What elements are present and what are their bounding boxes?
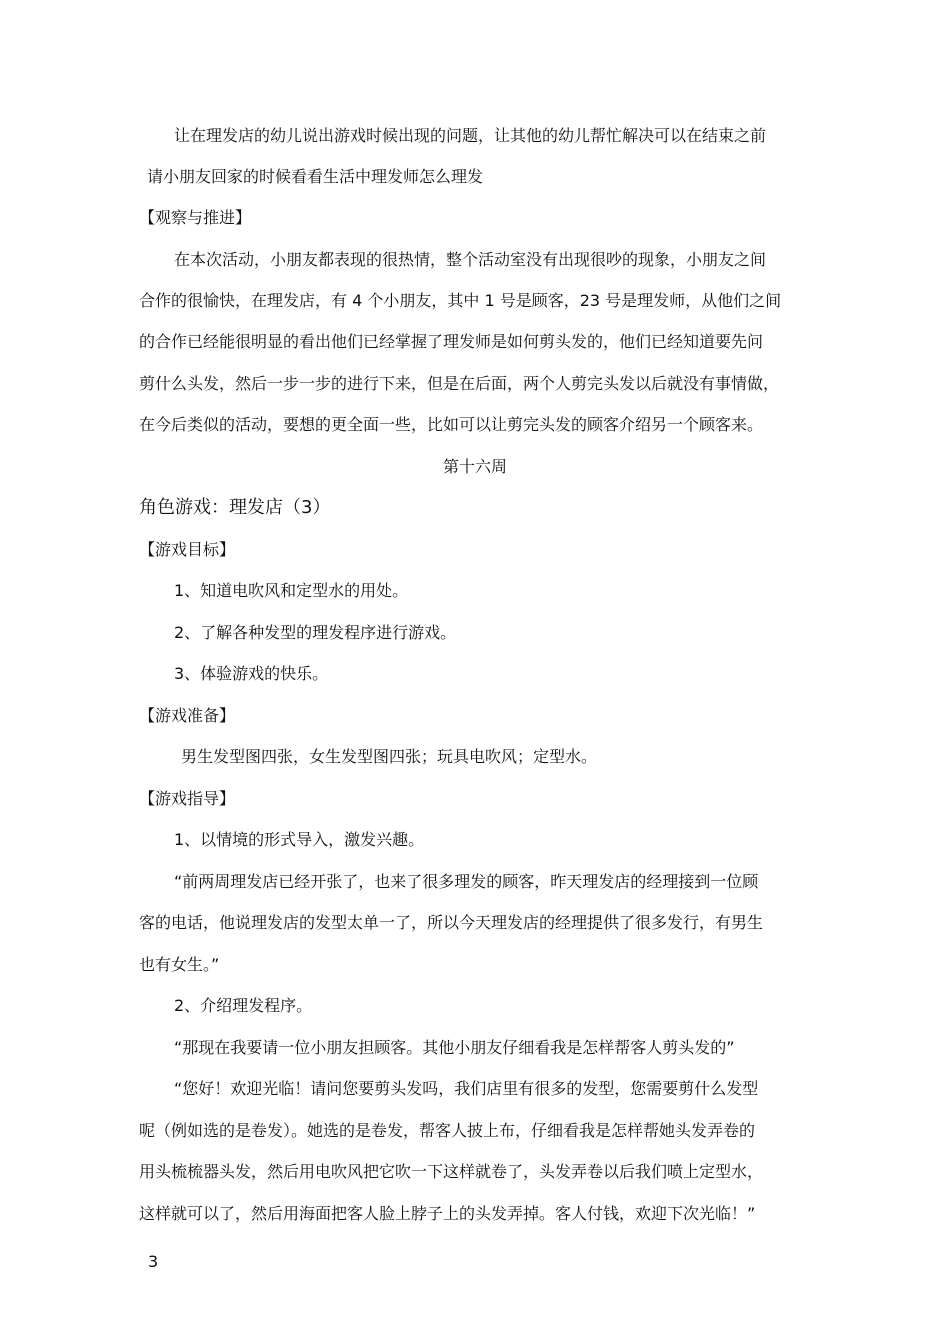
list-item: 1、以情境的形式导入，激发兴趣。	[174, 830, 425, 849]
paragraph-line: 这样就可以了，然后用海面把客人脸上脖子上的头发弄掉。客人付钱，欢迎下次光临！”	[139, 1204, 756, 1223]
paragraph-line: “前两周理发店已经开张了，也来了很多理发的顾客，昨天理发店的经理接到一位顾	[174, 872, 759, 891]
paragraph-line: 用头梳梳器头发，然后用电吹风把它吹一下这样就卷了，头发弄卷以后我们喷上定型水，	[139, 1162, 764, 1181]
paragraph-line: 客的电话，他说理发店的发型太单一了，所以今天理发店的经理提供了很多发行，有男生	[139, 913, 764, 932]
list-item: 2、介绍理发程序。	[174, 996, 313, 1015]
game-title: 角色游戏：理发店（3）	[139, 497, 331, 518]
section-heading: 【游戏指导】	[139, 789, 236, 808]
paragraph-line: 合作的很愉快，在理发店，有 4 个小朋友，其中 1 号是顾客，23 号是理发师，从他们之间	[139, 291, 782, 310]
paragraph-line: 让在理发店的幼儿说出游戏时候出现的问题，让其他的幼儿帮忙解决可以在结束之前	[174, 126, 767, 145]
paragraph-line: “那现在我要请一位小朋友担顾客。其他小朋友仔细看我是怎样帮客人剪头发的”	[174, 1038, 735, 1057]
week-title: 第十六周	[442, 457, 507, 476]
paragraph-line: 在本次活动，小朋友都表现的很热情，整个活动室没有出现很吵的现象，小朋友之间	[174, 250, 767, 269]
section-heading: 【游戏目标】	[139, 540, 236, 559]
paragraph-line: 的合作已经能很明显的看出他们已经掌握了理发师是如何剪头发的，他们已经知道要先问	[139, 332, 764, 351]
paragraph-line: 剪什么头发，然后一步一步的进行下来，但是在后面，两个人剪完头发以后就没有事情做，	[139, 374, 780, 393]
list-item: 3、体验游戏的快乐。	[174, 664, 329, 683]
paragraph-line: 请小朋友回家的时候看看生活中理发师怎么理发	[147, 167, 484, 186]
paragraph-line: 呢（例如选的是卷发）。她选的是卷发，帮客人披上布，仔细看我是怎样帮她头发弄卷的	[139, 1121, 756, 1140]
list-item: 2、了解各种发型的理发程序进行游戏。	[174, 623, 457, 642]
paragraph-line: 在今后类似的活动，要想的更全面一些，比如可以让剪完头发的顾客介绍另一个顾客来。	[139, 415, 764, 434]
list-item: 1、知道电吹风和定型水的用处。	[174, 581, 409, 600]
paragraph-line: 男生发型图四张，女生发型图四张；玩具电吹风；定型水。	[181, 747, 598, 766]
page-number: 3	[148, 1252, 159, 1271]
paragraph-line: 也有女生。”	[139, 955, 220, 974]
section-heading: 【观察与推进】	[139, 208, 252, 227]
section-heading: 【游戏准备】	[139, 706, 236, 725]
paragraph-line: “您好！欢迎光临！请问您要剪头发吗，我们店里有很多的发型，您需要剪什么发型	[174, 1079, 759, 1098]
